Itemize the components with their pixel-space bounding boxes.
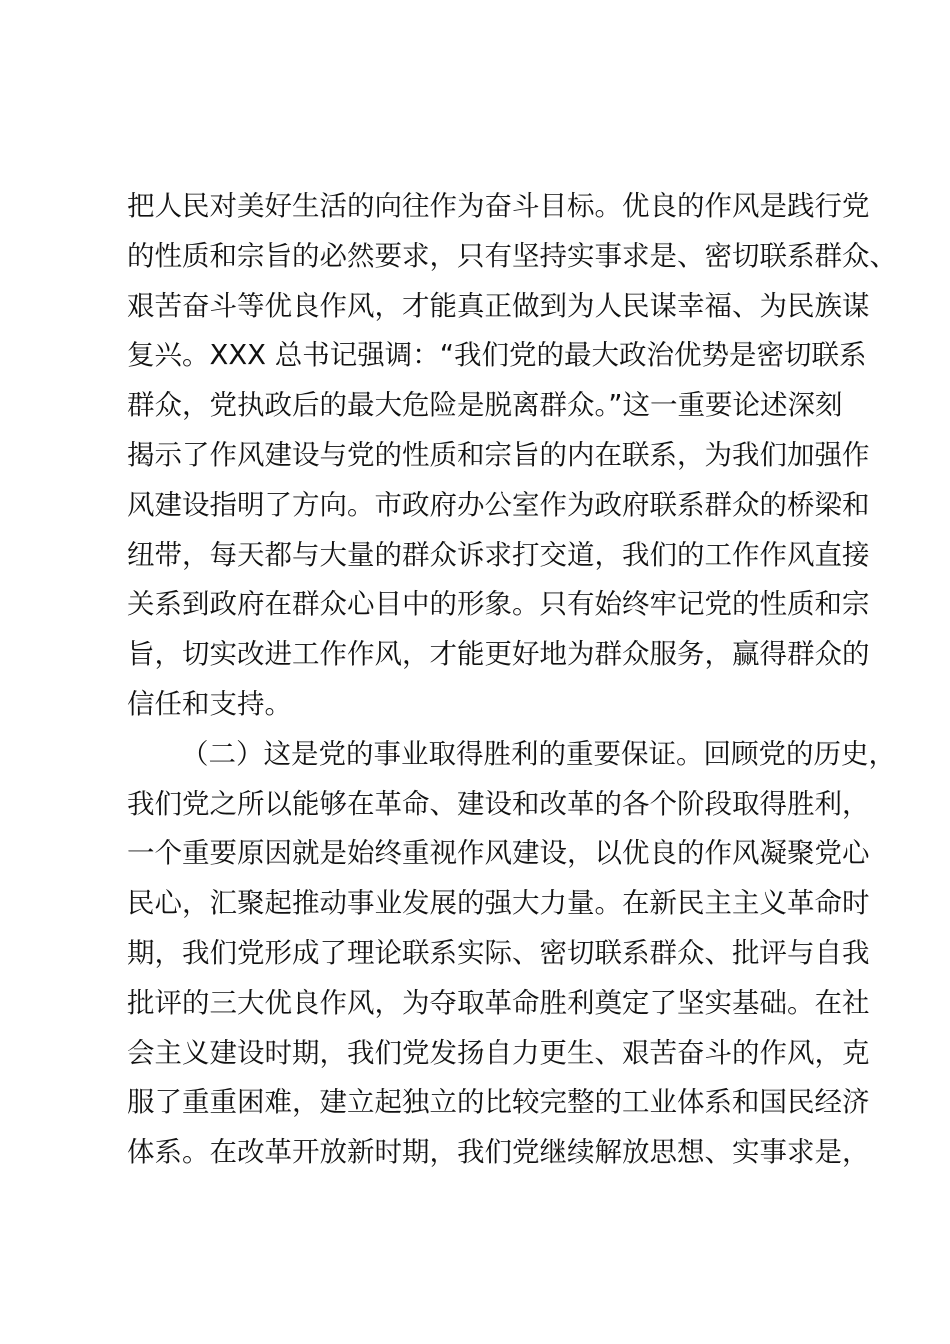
paragraph-2-line: 我们党之所以能够在革命、建设和改革的各个阶段取得胜利， xyxy=(127,787,870,820)
paragraph-2-line: 一个重要原因就是始终重视作风建设，以优良的作风凝聚党心 xyxy=(127,837,870,870)
paragraph-1-line: 把人民对美好生活的向往作为奋斗目标。优良的作风是践行党 xyxy=(127,190,870,222)
paragraph-1-line: 关系到政府在群众心目中的形象。只有始终牢记党的性质和宗 xyxy=(127,588,870,621)
paragraph-2-line: 体系。在改革开放新时期，我们党继续解放思想、实事求是， xyxy=(127,1136,870,1169)
paragraph-1-line: 揭示了作风建设与党的性质和宗旨的内在联系，为我们加强作 xyxy=(127,438,870,471)
paragraph-2-line: 期，我们党形成了理论联系实际、密切联系群众、批评与自我 xyxy=(127,936,870,969)
paragraph-1-line: 旨，切实改进工作作风，才能更好地为群众服务，赢得群众的 xyxy=(127,638,870,671)
paragraph-2-line: 会主义建设时期，我们党发扬自力更生、艰苦奋斗的作风，克 xyxy=(127,1036,870,1069)
paragraph-1-line: 信任和支持。 xyxy=(127,687,292,720)
paragraph-2-line: 民心，汇聚起推动事业发展的强大力量。在新民主主义革命时 xyxy=(127,887,870,920)
paragraph-1-line: 风建设指明了方向。市政府办公室作为政府联系群众的桥梁和 xyxy=(127,488,870,521)
paragraph-1-line: 群众，党执政后的最大危险是脱离群众。”这一重要论述深刻 xyxy=(127,389,843,422)
paragraph-2-line: 批评的三大优良作风，为夺取革命胜利奠定了坚实基础。在社 xyxy=(127,986,870,1019)
paragraph-1-line: 艰苦奋斗等优良作风，才能真正做到为人民谋幸福、为民族谋 xyxy=(127,289,870,322)
paragraph-1-line: 纽带，每天都与大量的群众诉求打交道，我们的工作作风直接 xyxy=(127,538,870,571)
document-body xyxy=(127,182,897,1178)
paragraph-1-line: 复兴。XXX 总书记强调：“我们党的最大政治优势是密切联系 xyxy=(127,339,867,372)
paragraph-2-heading-line: （二）这是党的事业取得胜利的重要保证。回顾党的历史， xyxy=(181,737,896,770)
paragraph-2-line: 服了重重困难，建立起独立的比较完整的工业体系和国民经济 xyxy=(127,1086,870,1119)
paragraph-1-line: 的性质和宗旨的必然要求，只有坚持实事求是、密切联系群众、 xyxy=(127,239,897,272)
